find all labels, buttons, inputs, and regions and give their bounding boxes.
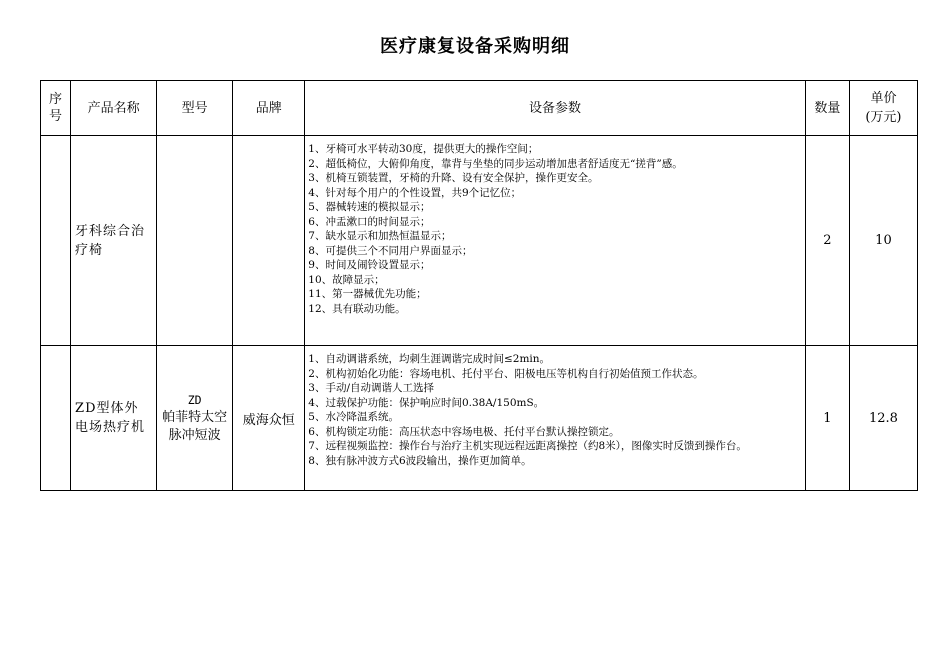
- header-params: 设备参数: [305, 81, 806, 136]
- param-item: 8、独有脉冲波方式6波段输出，操作更加简单。: [308, 454, 532, 467]
- procurement-table: [40, 80, 918, 491]
- table-row: [41, 136, 918, 346]
- param-item: 7、缺水显示和加热恒温显示；: [308, 230, 452, 242]
- cell-product-name: ZD型体外电场热疗机: [71, 346, 157, 491]
- param-item: 1、自动调谐系统，均刺生涯调谐完成时间≤2min。: [308, 353, 551, 365]
- param-item: 8、可提供三个不同用户界面显示；: [308, 244, 473, 257]
- model-code: ZD: [187, 393, 202, 407]
- cell-price: 12.8: [849, 346, 917, 491]
- page-title: 医疗康复设备采购明细: [380, 36, 570, 57]
- param-item: 4、针对每个用户的个性设置，共9个记忆位；: [308, 186, 522, 199]
- param-item: 1、牙椅可水平转动30度，提供更大的操作空间；: [308, 143, 539, 155]
- cell-price: 10: [849, 136, 917, 346]
- header-price-label: 单价: [870, 91, 897, 106]
- cell-params: [305, 136, 806, 346]
- header-model: 型号: [157, 81, 233, 136]
- header-product-name: 产品名称: [71, 81, 157, 136]
- cell-qty: 1: [805, 346, 849, 491]
- cell-model: [157, 346, 233, 491]
- cell-params: [305, 346, 806, 491]
- table-row: [41, 346, 918, 491]
- table-header-row: [41, 81, 918, 136]
- cell-model: [157, 136, 233, 346]
- param-item: 10、故障显示；: [308, 273, 385, 286]
- param-item: 4、过载保护功能：保护响应时间0.38A/150mS。: [308, 396, 545, 409]
- header-brand: 品牌: [233, 81, 305, 136]
- cell-qty: 2: [805, 136, 849, 346]
- param-item: 2、超低椅位，大俯仰角度，靠背与坐垫的同步运动增加患者舒适度无“搓背”感。: [308, 157, 683, 170]
- cell-no: [41, 136, 71, 346]
- cell-no: [41, 346, 71, 491]
- param-item: 9、时间及闹铃设置显示；: [308, 259, 431, 271]
- cell-product-name: 牙科综合治疗椅: [71, 136, 157, 346]
- model-description: 帕菲特太空脉冲短波: [162, 410, 228, 443]
- param-item: 3、机椅互锁装置，牙椅的升降、设有安全保护，操作更安全。: [308, 172, 599, 184]
- cell-brand: [233, 136, 305, 346]
- param-item: 3、手动/自动调谐人工选择: [308, 382, 434, 394]
- param-item: 7、远程视频监控：操作台与治疗主机实现远程远距离操控（约8米），图像实时反馈到操作台。: [308, 440, 747, 452]
- header-price-unit: (万元): [865, 110, 902, 125]
- header-price: [849, 81, 917, 136]
- param-item: 11、第一器械优先功能；: [308, 288, 427, 300]
- param-item: 6、机构锁定功能：高压状态中容场电极、托付平台默认操控锁定。: [308, 425, 620, 438]
- param-item: 5、器械转速的模拟显示；: [308, 201, 431, 213]
- param-item: 2、机构初始化功能：容场电机、托付平台、阳极电压等机构自行初始值预工作状态。: [308, 367, 704, 380]
- param-item: 5、水冷降温系统。: [308, 411, 399, 423]
- param-item: 6、冲盂漱口的时间显示；: [308, 215, 431, 228]
- param-item: 12、具有联动功能。: [308, 302, 406, 315]
- header-qty: 数量: [805, 81, 849, 136]
- cell-brand: 威海众恒: [233, 346, 305, 491]
- header-no: 序号: [41, 81, 71, 136]
